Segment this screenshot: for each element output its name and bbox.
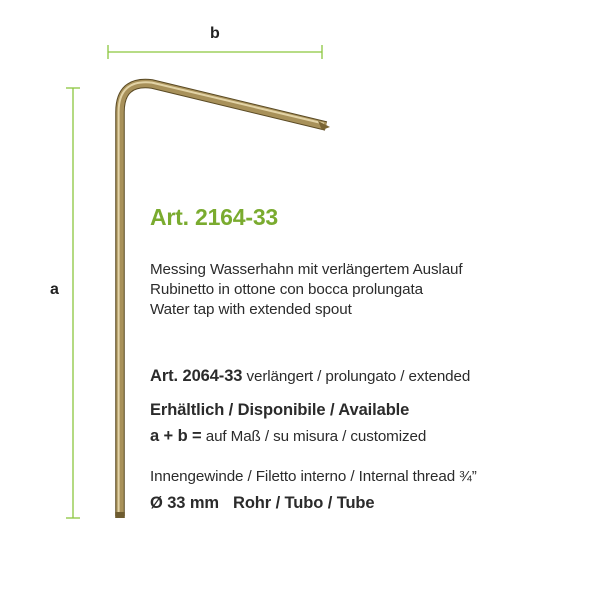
description-it: Rubinetto in ottone con bocca prolungata: [150, 281, 423, 298]
dimension-b-label: b: [210, 25, 220, 42]
custom-size-formula: a + b =: [150, 427, 202, 445]
tube-line: [150, 493, 374, 513]
product-description: [150, 260, 463, 320]
dimension-a-label: a: [50, 281, 59, 298]
product-title: Art. 2164-33: [150, 204, 279, 230]
custom-size-line: [150, 426, 426, 447]
description-en: Water tap with extended spout: [150, 301, 352, 318]
description-de: Messing Wasserhahn mit verlängertem Auslauf: [150, 261, 463, 278]
custom-size-text: auf Maß / su misura / customized: [205, 428, 427, 445]
tube-label: Rohr / Tubo / Tube: [233, 494, 375, 512]
variant-article-number: Art. 2064-33: [150, 367, 243, 385]
variant-line: [150, 366, 470, 387]
thread-line: Innengewinde / Filetto interno / Internal thread ¾”: [150, 468, 477, 485]
dimension-b-line: [108, 45, 322, 59]
variant-text: verlängert / prolungato / extended: [246, 368, 471, 385]
tube-diameter: Ø 33 mm: [150, 494, 219, 512]
dimension-a-line: [66, 88, 80, 518]
availability-line: Erhältlich / Disponibile / Available: [150, 401, 410, 419]
